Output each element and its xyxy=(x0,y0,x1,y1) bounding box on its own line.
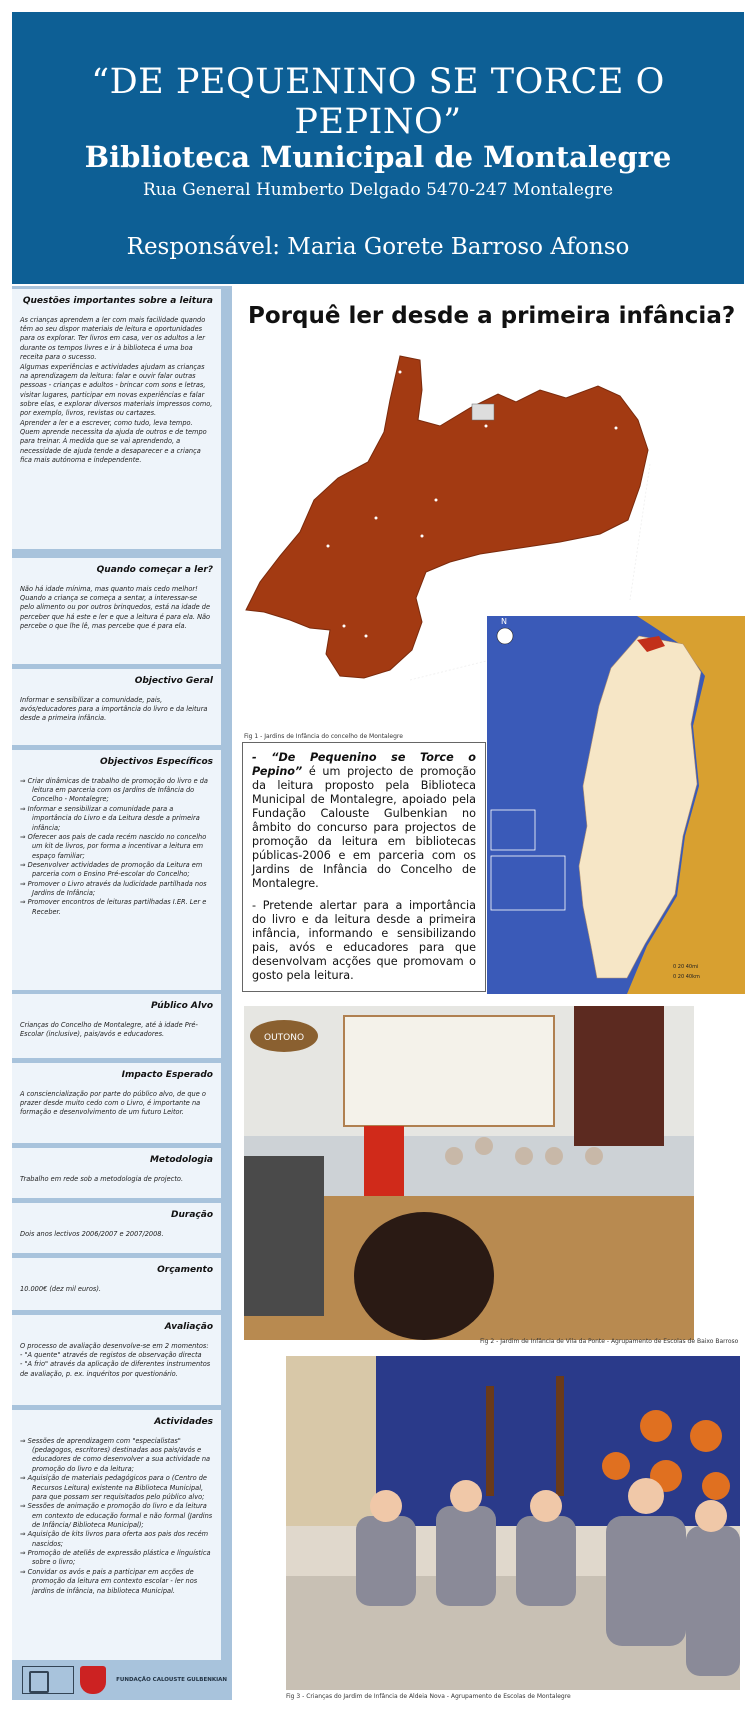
box-paragraph: 10.000€ (dez mil euros). xyxy=(20,1284,102,1293)
poster-title: “DE PEQUENINO SE TORCE O PEPINO” xyxy=(91,62,665,142)
list-item: ⇒ Sessões de animação e promoção do livro e da leitura em contexto de educação formal e não formal (Jardins de Infância/ Biblioteca Municipal); xyxy=(20,1502,213,1530)
compass-icon xyxy=(497,628,513,644)
poster-header xyxy=(12,12,744,284)
box-heading: Actividades xyxy=(154,1417,213,1427)
compass-label: N xyxy=(501,617,507,626)
list-item: ⇒ Convidar os avós e pais a participar em acções de promoção da leitura em contexto escolar - ler nos jardins de infância, na biblioteca Municipal. xyxy=(20,1568,213,1596)
list-item: ⇒ Promoção de ateliês de expressão plástica e linguística sobre o livro; xyxy=(20,1549,213,1568)
sidebar-box-quando xyxy=(12,558,221,664)
description-paragraph: - “De Pequenino se Torce o Pepino” é um projecto de promoção da leitura proposto pela Biblioteca Municipal de Montalegre, apoiado pela Fundação Calouste Gulbenkian no âmbito do concurso para projectos de promoção da leitura em bibliotecas públicas-2006 e em parceria com os Jardins de Infância do Concelho de Montalegre. xyxy=(252,751,476,890)
sidebar-box-objectivo-geral xyxy=(12,669,221,745)
figure-caption-2: Fig 2 - Jardim de Infância de Vila da Ponte - Agrupamento de Escolas de Baixo Barroso xyxy=(480,1338,739,1345)
library-name: Biblioteca Municipal de Montalegre xyxy=(84,140,672,174)
list-item: ⇒ Promover encontros de leituras partilhadas I.ER. Ler e Receber. xyxy=(20,898,213,917)
project-description xyxy=(242,742,486,992)
sidebar-box-orcamento xyxy=(12,1258,221,1310)
box-paragraph: Trabalho em rede sob a metodologia de projecto. xyxy=(20,1174,184,1183)
box-heading: Metodologia xyxy=(149,1155,213,1165)
list-item: ⇒ Desenvolver actividades de promoção da Leitura em parceria com o Ensino Pré-escolar do Concelho; xyxy=(20,861,213,880)
box-heading: Objectivo Geral xyxy=(134,676,213,686)
box-heading: Duração xyxy=(171,1210,213,1220)
kindergarten-photo-2 xyxy=(286,1356,740,1690)
sidebar-box-metodologia xyxy=(12,1148,221,1198)
gulbenkian-logo-text: FUNDAÇÃO CALOUSTE GULBENKIAN xyxy=(116,1677,227,1683)
box-paragraph: As crianças aprendem a ler com mais facilidade quando têm ao seu dispor materiais de leitura e oportunidades para os explorar. Ter livros em casa, ver os adultos a ler durante os tempos livres e ir à biblioteca é uma boa receita para o sucesso. xyxy=(20,315,206,362)
box-heading: Questões importantes sobre a leitura xyxy=(22,296,213,306)
school-photo-icon xyxy=(472,404,494,420)
sponsor-logos xyxy=(22,1664,227,1696)
sidebar-box-questoes xyxy=(12,289,221,549)
scale-miles: 0 20 40mi xyxy=(673,964,699,970)
sidebar-box-actividades xyxy=(12,1410,221,1660)
box-paragraph: - "A quente" através de registos de observação directa xyxy=(20,1351,202,1360)
scale-km: 0 20 40km xyxy=(673,974,700,980)
box-heading: Impacto Esperado xyxy=(121,1070,213,1080)
box-paragraph: - "A frio" através da aplicação de diferentes instrumentos de avaliação, p. ex. inquéritos por questionário. xyxy=(20,1360,211,1378)
project-name: - “De Pequenino se Torce o Pepino” xyxy=(252,751,476,778)
municipal-crest-icon xyxy=(80,1666,106,1694)
list-item: ⇒ Oferecer aos pais de cada recém nascido no concelho um kit de livros, por forma a incentivar a leitura em espaço familiar; xyxy=(20,833,213,861)
sidebar-box-publico-alvo xyxy=(12,994,221,1058)
sidebar-box-impacto xyxy=(12,1063,221,1143)
list-item: ⇒ Aquisição de materiais pedagógicos para o (Centro de Recursos Leitura) existente na Biblioteca Municipal, para que possam ser requisitados pelo público alvo; xyxy=(20,1474,213,1502)
box-paragraph: O processo de avaliação desenvolve-se em 2 momentos: xyxy=(20,1341,209,1350)
sidebar-box-objectivos-especificos xyxy=(12,750,221,990)
box-paragraph: Algumas experiências e actividades ajudam as crianças na aprendizagem da leitura: falar e ouvir falar outras pessoas - crianças e adultos - brincar com sons e letras, visitar lugares, participar em novas experiências e falar sobre elas, e explorar diversos materiais impressos como, por exemplo, livros, revistas ou cartazes. xyxy=(20,362,213,418)
box-heading: Objectivos Específicos xyxy=(100,757,213,767)
box-paragraph: Aprender a ler e a escrever, como tudo, leva tempo. Quem aprende necessita da ajuda de outros e de tempo para treinar. À medida que se vai aprendendo, a necessidade de ajuda tende a desaparecer e a criança fica mais autónoma e independente. xyxy=(20,418,207,465)
sidebar-box-duracao xyxy=(12,1203,221,1253)
library-address: Rua General Humberto Delgado 5470-247 Montalegre xyxy=(142,180,614,200)
list-item: ⇒ Sessões de aprendizagem com "especialistas" (pedagogos, escritores) destinadas aos pais/avós e educadores de como desenvolver a sua actividade na promoção do livro e da leitura; xyxy=(20,1437,213,1474)
box-heading: Avaliação xyxy=(164,1322,213,1332)
library-logo-icon xyxy=(22,1666,74,1694)
description-paragraph: - Pretende alertar para a importância do livro e da leitura desde a primeira infância, informando e sensibilizando pais, avós e educadores para que desenvolvam acções que promovam o gosto pela leitura. xyxy=(252,899,476,982)
box-paragraph: Informar e sensibilizar a comunidade, pais, avós/educadores para a importância do livro e da leitura desde a primeira infância. xyxy=(20,695,208,723)
main-title: Porquê ler desde a primeira infância? xyxy=(248,303,736,329)
list-item: ⇒ Criar dinâmicas de trabalho de promoção do livro e da leitura em parceria com os Jardins de Infância do Concelho - Montalegre; xyxy=(20,777,213,805)
list-item: ⇒ Informar e sensibilizar a comunidade para a importância do Livro e da Leitura desde a primeira infância; xyxy=(20,805,213,833)
portugal-map xyxy=(487,616,745,994)
box-heading: Público Alvo xyxy=(150,1001,213,1011)
box-paragraph: Crianças do Concelho de Montalegre, até à idade Pré-Escolar (inclusive), pais/avós e educadores. xyxy=(20,1020,198,1039)
list-item: ⇒ Promover o Livro através da ludicidade partilhada nos Jardins de Infância; xyxy=(20,880,213,899)
kindergarten-photo-1 xyxy=(244,1006,694,1340)
photo-sign: OUTONO xyxy=(264,1033,305,1043)
sidebar-box-avaliacao xyxy=(12,1315,221,1405)
responsible-person: Responsável: Maria Gorete Barroso Afonso xyxy=(126,234,630,260)
box-heading: Orçamento xyxy=(157,1265,213,1275)
figure-caption-3: Fig 3 - Crianças do Jardim de Infância de Aldeia Nova - Agrupamento de Escolas de Montalegre xyxy=(286,1693,571,1700)
box-heading: Quando começar a ler? xyxy=(96,565,213,575)
box-paragraph: Dois anos lectivos 2006/2007 e 2007/2008. xyxy=(20,1229,164,1238)
box-paragraph: A consciencialização por parte do público alvo, de que o prazer desde muito cedo com o Livro, é importante na formação e desenvolvimento de um futuro Leitor. xyxy=(20,1089,206,1117)
box-paragraph: Não há idade mínima, mas quanto mais cedo melhor! Quando a criança se começa a sentar, a interessar-se pelo alimento ou por outros brinquedos, está na idade de perceber que há este e ler e que a leitura é para ela. Não percebe o que lhe lê, mas percebe que é para ela. xyxy=(20,584,211,631)
list-item: ⇒ Aquisição de kits livros para oferta aos pais dos recém nascidos; xyxy=(20,1530,213,1549)
figure-caption-1: Fig 1 - Jardins de Infância do concelho de Montalegre xyxy=(244,733,403,740)
